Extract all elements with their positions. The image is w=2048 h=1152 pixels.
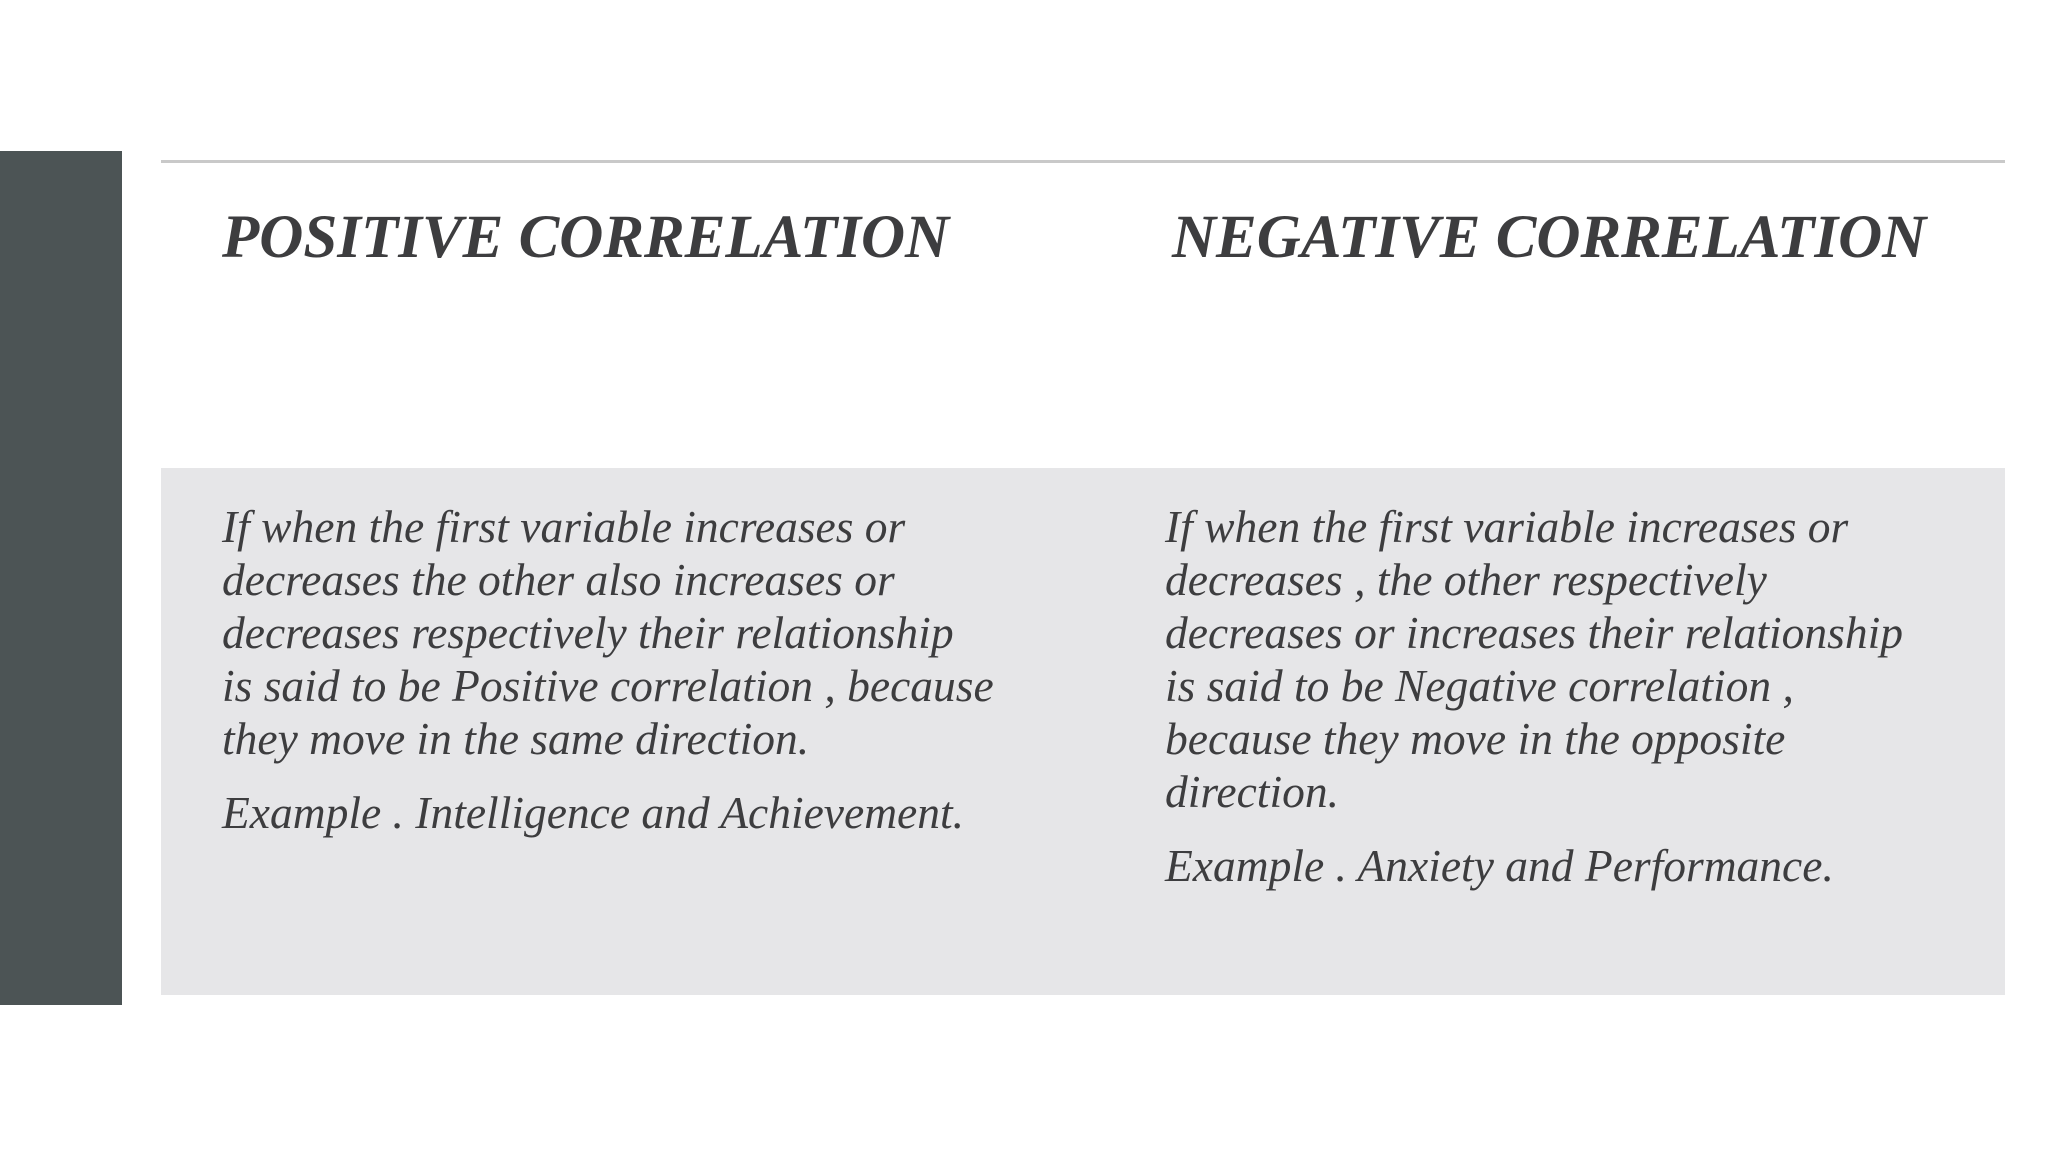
positive-correlation-definition xyxy=(222,500,1082,765)
definition-line: decreases , the other respectively xyxy=(1165,554,1767,605)
definition-line: direction. xyxy=(1165,766,1339,817)
positive-correlation-example: Example . Intelligence and Achievement. xyxy=(222,787,965,838)
accent-bar xyxy=(0,151,122,1005)
definition-line: decreases or increases their relationship xyxy=(1165,607,1903,658)
definition-line: If when the first variable increases or xyxy=(1165,501,1849,552)
definition-line: is said to be Negative correlation , xyxy=(1165,660,1794,711)
top-rule-divider xyxy=(161,160,2005,163)
positive-correlation-heading: POSITIVE CORRELATION xyxy=(222,204,950,271)
negative-correlation-definition xyxy=(1165,500,1995,818)
definition-line: decreases the other also increases or xyxy=(222,554,895,605)
definition-line: they move in the same direction. xyxy=(222,713,810,764)
negative-correlation-heading: NEGATIVE CORRELATION xyxy=(1172,204,1927,271)
definition-line: is said to be Positive correlation , because xyxy=(222,660,994,711)
definition-line: decreases respectively their relationship xyxy=(222,607,954,658)
negative-correlation-example: Example . Anxiety and Performance. xyxy=(1165,840,1834,891)
positive-correlation-column xyxy=(222,500,1082,860)
negative-correlation-column xyxy=(1165,500,1995,913)
definition-line: because they move in the opposite xyxy=(1165,713,1786,764)
definition-line: If when the first variable increases or xyxy=(222,501,906,552)
